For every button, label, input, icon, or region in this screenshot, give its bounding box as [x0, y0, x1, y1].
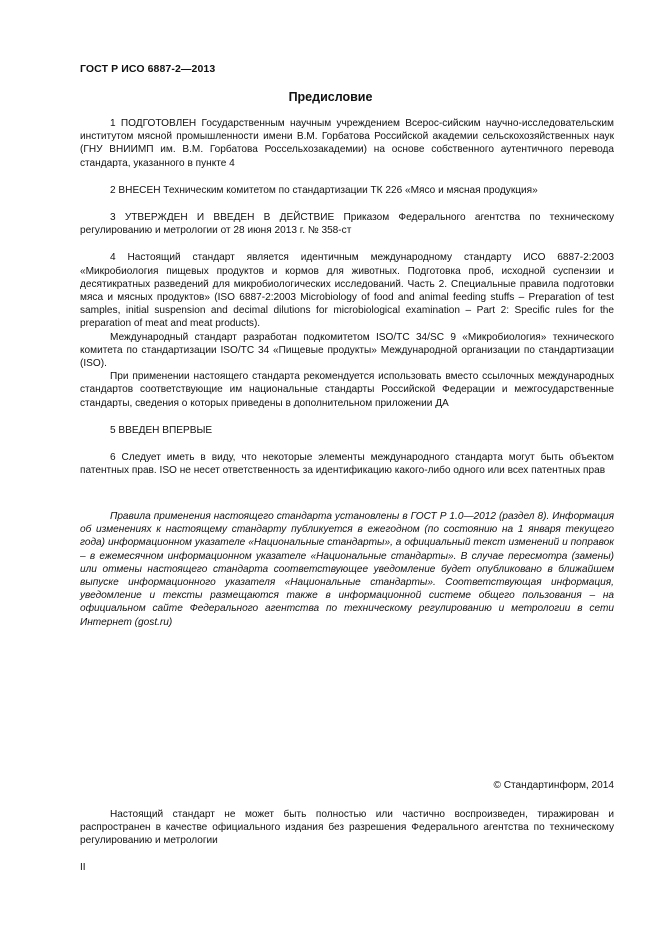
paragraph-international-developer: Международный стандарт разработан подкомитетом ISO/TC 34/SC 9 «Микробиология» технического комитета по стандартизации ISO/TC 34 «Пищевые продукты» Международной организации по стандартизации (ISO). — [80, 331, 614, 370]
paragraph-introduced-first: 5 ВВЕДЕН ВПЕРВЫЕ — [110, 424, 213, 436]
paragraph-submitted-by: 2 ВНЕСЕН Техническим комитетом по стандартизации ТК 226 «Мясо и мясная продукция» — [110, 184, 538, 196]
preface-content — [80, 117, 614, 477]
paragraph-application-note: При применении настоящего стандарта рекомендуется использовать вместо ссылочных международных стандартов соответствующие им национальные стандарты Российской Федерации и межгосударственные стандарты, сведения о которых приведены в дополнительном приложении ДА — [80, 371, 614, 409]
paragraph-identical-standard: 4 Настоящий стандарт является идентичным международному стандарту ИСО 6887-2:2003 «Микробиология пищевых продуктов и кормов для животных. Подготовка проб, исходной суспензии и десятикратных разведений для микробиологических исследований. Часть 2. Специальные правила подготовки мяса и мясных продуктов» (ISO 6887-2:2003 Microbiology of food and animal feeding stuffs – Preparation of test samples, initial suspension and decimal dilutions for microbiological examination – Part 2: Specific rules for the preparation of meat and meat products). — [80, 252, 614, 330]
standard-code-header: ГОСТ Р ИСО 6887-2—2013 — [80, 63, 216, 75]
application-rules-notice: Правила применения настоящего стандарта установлены в ГОСТ Р 1.0—2012 (раздел 8). Информация об изменениях к настоящему стандарту публикуется в ежегодном (по состоянию на 1 января текущего года) информационном указателе «Национальные стандарты», а официальный текст изменений и поправок – в ежемесячном информационном указателе «Национальные стандарты». В случае пересмотра (замены) или отмены настоящего стандарта соответствующее уведомление будет опубликовано в ближайшем выпуске информационного указателя «Национальные стандарты». Соответствующая информация, уведомление и тексты размещаются также в информационной системе общего пользования – на официальном сайте Федерального агентства по техническому регулированию и метрологии в сети Интернет (gost.ru) — [80, 511, 614, 628]
paragraph-approved: 3 УТВЕРЖДЕН И ВВЕДЕН В ДЕЙСТВИЕ Приказом Федерального агентства по техническому регулированию и метрологии от 28 июня 2013 г. № 358-ст — [80, 212, 614, 237]
reproduction-notice: Настоящий стандарт не может быть полностью или частично воспроизведен, тиражирован и распространен в качестве официального издания без разрешения Федерального агентства по техническому регулированию и метрологии — [80, 809, 614, 847]
paragraph-patent-rights: 6 Следует иметь в виду, что некоторые элементы международного стандарта могут быть объектом патентных прав. ISO не несет ответственность за идентификацию какого-либо одного или всех патентных прав — [80, 452, 614, 477]
page-title: Предисловие — [288, 90, 373, 104]
copyright-line: © Стандартинформ, 2014 — [493, 780, 614, 791]
page-number: II — [80, 862, 86, 873]
paragraph-prepared-by: 1 ПОДГОТОВЛЕН Государственным научным учреждением Всерос-сийским научно-исследовательским институтом мясной промышленности имени В.М. Горбатова Российской академии сельскохозяйственных наук (ГНУ ВНИИМП им. В.М. Горбатова Россельхозакадемии) на основе собственного аутентичного перевода стандарта, указанного в пункте 4 — [80, 118, 614, 169]
